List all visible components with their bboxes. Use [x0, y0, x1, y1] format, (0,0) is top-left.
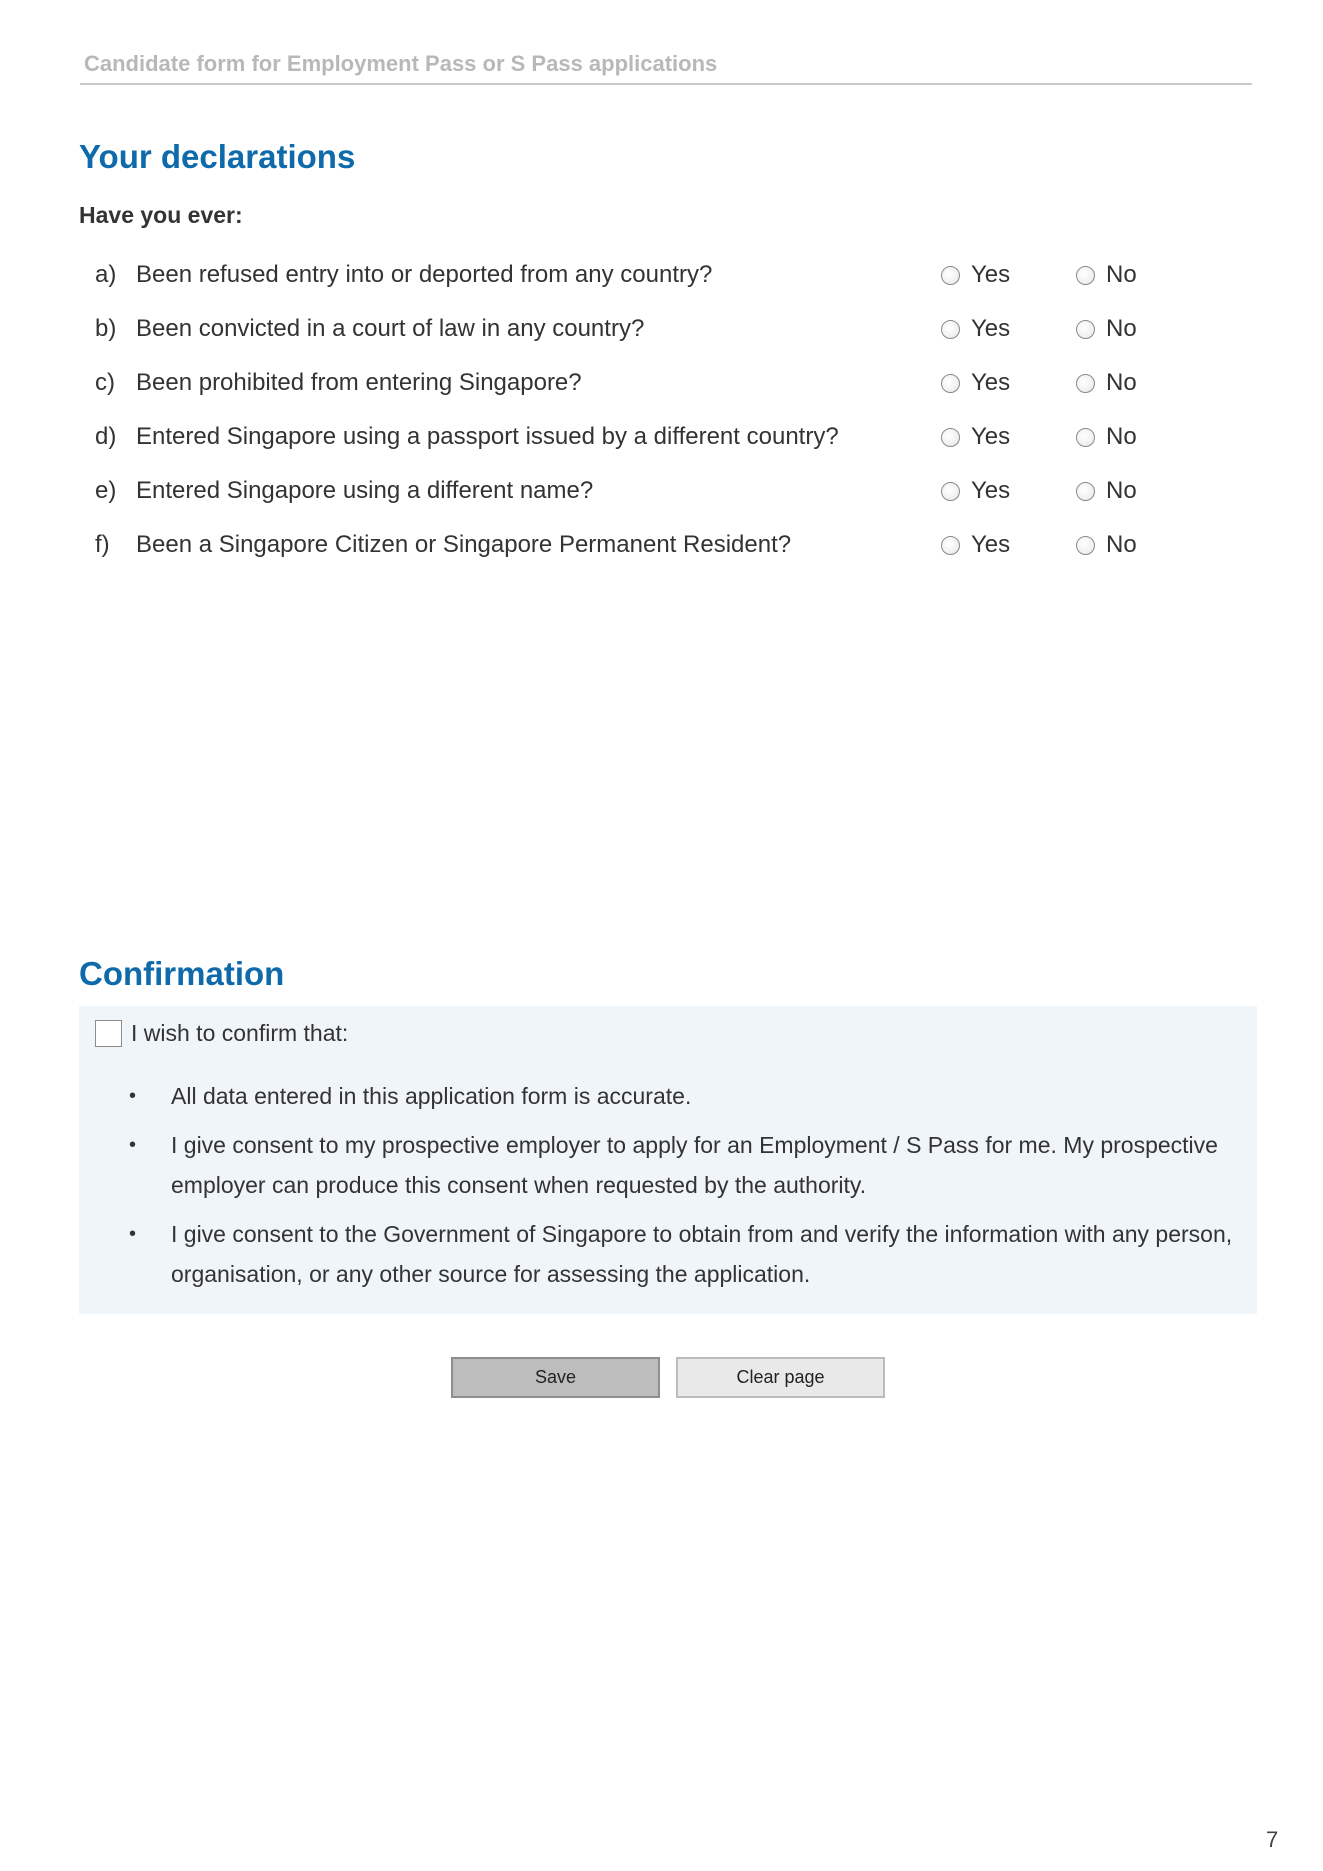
yes-radio-d[interactable] [941, 423, 1010, 451]
no-radio-f[interactable] [1076, 531, 1137, 559]
question-letter: b) [95, 315, 117, 342]
question-row-d [79, 410, 1179, 464]
radio-icon[interactable] [941, 536, 960, 555]
no-radio-e[interactable] [1076, 477, 1137, 505]
bullet-icon: • [129, 1085, 137, 1107]
confirmation-bullet [129, 1214, 1239, 1294]
radio-icon[interactable] [941, 320, 960, 339]
page-header: Candidate form for Employment Pass or S Pass applications [80, 51, 1252, 85]
yes-label: Yes [971, 261, 1011, 288]
yes-label: Yes [971, 531, 1011, 558]
question-row-a [79, 248, 1179, 302]
confirm-checkbox[interactable] [95, 1020, 122, 1047]
yes-radio-a[interactable] [941, 261, 1010, 289]
declarations-intro: Have you ever: [79, 202, 243, 228]
yes-radio-c[interactable] [941, 369, 1010, 397]
yes-radio-e[interactable] [941, 477, 1010, 505]
yes-label: Yes [971, 477, 1011, 504]
question-letter: f) [95, 531, 110, 558]
question-row-e [79, 464, 1179, 518]
no-label: No [1106, 261, 1137, 288]
question-text: Been refused entry into or deported from any country? [136, 261, 713, 288]
no-radio-c[interactable] [1076, 369, 1137, 397]
question-text: Been convicted in a court of law in any country? [136, 315, 645, 342]
radio-icon[interactable] [941, 374, 960, 393]
question-list [79, 248, 1179, 572]
yes-radio-f[interactable] [941, 531, 1010, 559]
radio-icon[interactable] [1076, 482, 1095, 501]
page-number: 7 [1266, 1827, 1279, 1852]
question-text: Been a Singapore Citizen or Singapore Permanent Resident? [136, 531, 792, 558]
confirm-checkbox-label: I wish to confirm that: [131, 1020, 349, 1046]
question-letter: d) [95, 423, 117, 450]
bullet-text: I give consent to the Government of Singapore to obtain from and verify the information with any person, organisation, or any other source for assessing the application. [171, 1221, 1233, 1287]
bullet-icon: • [129, 1134, 137, 1156]
no-label: No [1106, 369, 1137, 396]
no-label: No [1106, 423, 1137, 450]
confirm-checkbox-row[interactable] [95, 1020, 348, 1047]
no-radio-a[interactable] [1076, 261, 1137, 289]
bullet-text: All data entered in this application form is accurate. [171, 1083, 692, 1109]
radio-icon[interactable] [941, 482, 960, 501]
radio-icon[interactable] [1076, 428, 1095, 447]
no-label: No [1106, 531, 1137, 558]
bullet-icon: • [129, 1223, 137, 1245]
question-row-f [79, 518, 1179, 572]
question-row-c [79, 356, 1179, 410]
radio-icon[interactable] [1076, 320, 1095, 339]
radio-icon[interactable] [1076, 536, 1095, 555]
radio-icon[interactable] [1076, 266, 1095, 285]
radio-icon[interactable] [941, 428, 960, 447]
yes-label: Yes [971, 315, 1011, 342]
question-text: Entered Singapore using a different name? [136, 477, 594, 504]
question-text: Entered Singapore using a passport issued by a different country? [136, 423, 839, 450]
question-letter: e) [95, 477, 117, 504]
declarations-title: Your declarations [79, 138, 356, 175]
question-letter: c) [95, 369, 115, 396]
no-label: No [1106, 315, 1137, 342]
no-radio-d[interactable] [1076, 423, 1137, 451]
clear-page-button[interactable]: Clear page [676, 1357, 885, 1398]
confirmation-bullet [129, 1125, 1239, 1205]
save-button[interactable]: Save [451, 1357, 660, 1398]
yes-radio-b[interactable] [941, 315, 1010, 343]
confirmation-bullet [129, 1076, 1239, 1116]
confirmation-box [79, 1006, 1257, 1314]
bullet-text: I give consent to my prospective employer to apply for an Employment / S Pass for me. My prospective employer can produce this consent when requested by the authority. [171, 1132, 1218, 1198]
yes-label: Yes [971, 423, 1011, 450]
question-letter: a) [95, 261, 117, 288]
no-label: No [1106, 477, 1137, 504]
radio-icon[interactable] [941, 266, 960, 285]
no-radio-b[interactable] [1076, 315, 1137, 343]
confirmation-title: Confirmation [79, 955, 285, 992]
question-text: Been prohibited from entering Singapore? [136, 369, 582, 396]
confirmation-bullets [129, 1076, 1239, 1303]
yes-label: Yes [971, 369, 1011, 396]
question-row-b [79, 302, 1179, 356]
radio-icon[interactable] [1076, 374, 1095, 393]
